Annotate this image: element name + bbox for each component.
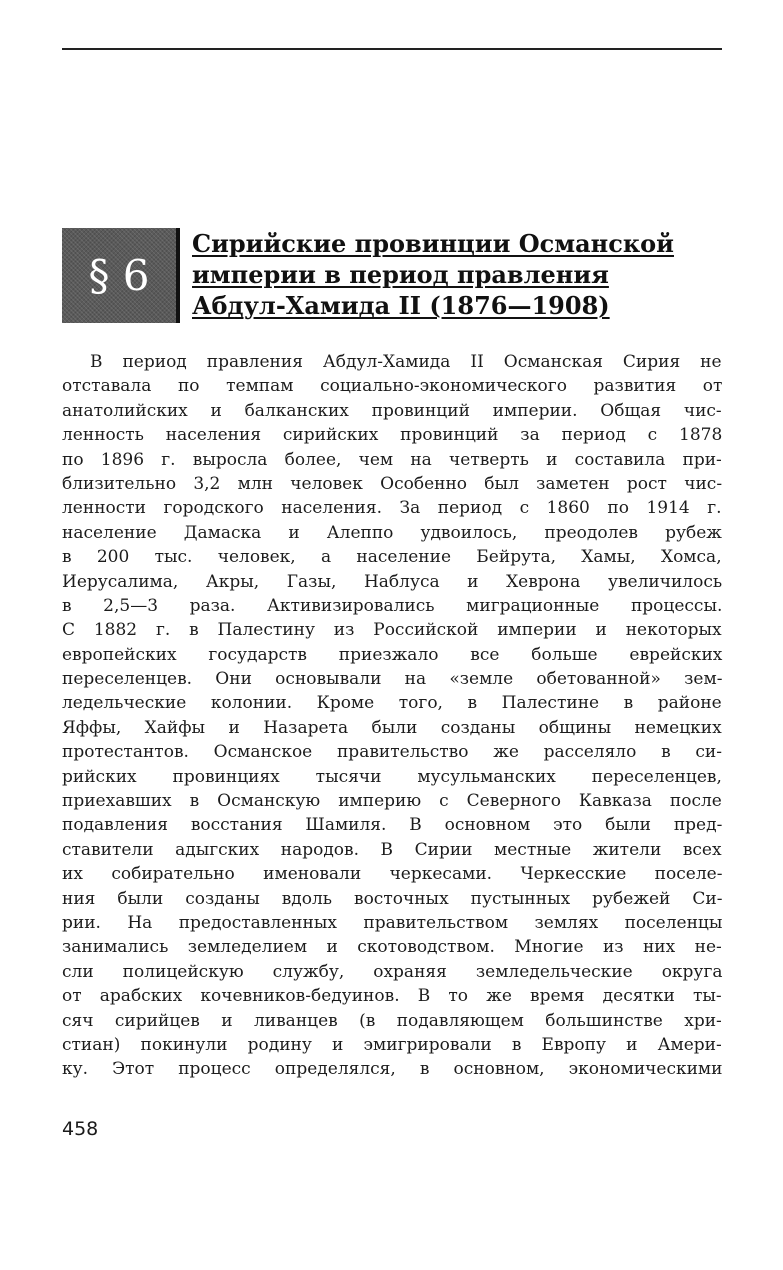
section-title-line: империи в период правления (192, 260, 609, 289)
text-line: ленность населения сирийских провинций за период с 1878 (62, 425, 723, 446)
text-line: В период правления Абдул-Хамида II Османская Сирия не (90, 352, 722, 372)
section-number: § 6 (88, 251, 150, 300)
text-line: в 2,5—3 раза. Активизировались миграционные процессы. (62, 595, 723, 616)
text-line: ния были созданы вдоль восточных пустынных рубежей Си- (62, 888, 723, 909)
body-paragraph (62, 350, 722, 1082)
text-line: переселенцев. Они основывали на «земле обетованной» зем- (62, 669, 723, 690)
text-line: ку. Этот процесс определялся, в основном, экономическими (62, 1059, 723, 1080)
text-line: ледельческие колонии. Кроме того, в Палестине в районе (62, 693, 722, 714)
text-line: ленности городского населения. За период с 1860 по 1914 г. (62, 498, 722, 519)
text-line: ставители адыгских народов. В Сирии местные жители всех (62, 839, 722, 860)
text-line: отставала по темпам социально-экономического развития от (62, 376, 723, 397)
text-line: по 1896 г. выросла более, чем на четверть и составила при- (62, 449, 722, 470)
text-line: от арабских кочевников-бедуинов. В то же время десятки ты- (62, 986, 722, 1007)
text-line: рийских провинциях тысячи мусульманских переселенцев, (62, 766, 722, 787)
page-number: 458 (62, 1118, 99, 1140)
text-line: в 200 тыс. человек, а население Бейрута, Хамы, Хомса, (62, 547, 722, 568)
section-title-line: Абдул-Хамида II (1876—1908) (192, 291, 610, 320)
section-title (192, 228, 722, 321)
text-line: население Дамаска и Алеппо удвоилось, преодолев рубеж (62, 522, 722, 543)
text-line: протестантов. Османское правительство же расселяло в си- (62, 742, 722, 763)
text-line: близительно 3,2 млн человек Особенно был заметен рост чис- (62, 473, 723, 494)
text-line: стиан) покинули родину и эмигрировали в Европу и Амери- (62, 1034, 722, 1055)
text-line: приехавших в Османскую империю с Северного Кавказа после (62, 791, 722, 812)
top-rule (62, 48, 722, 50)
text-line: Иерусалима, Акры, Газы, Наблуса и Хеврона увеличилось (62, 571, 723, 592)
text-line: сяч сирийцев и ливанцев (в подавляющем большинстве хри- (62, 1010, 722, 1031)
text-line: рии. На предоставленных правительством землях поселенцы (62, 912, 723, 933)
text-line: С 1882 г. в Палестину из Российской империи и некоторых (62, 620, 722, 641)
text-line: европейских государств приезжало все больше еврейских (62, 644, 723, 665)
text-line: подавления восстания Шамиля. В основном это были пред- (62, 815, 723, 836)
section-title-line: Сирийские провинции Османской (192, 229, 674, 258)
text-line: анатолийских и балканских провинций империи. Общая чис- (62, 400, 722, 421)
section-number-box (62, 228, 180, 323)
section-header (62, 228, 722, 323)
text-line: занимались земледелием и скотоводством. Многие из них не- (62, 937, 722, 958)
text-line: сли полицейскую службу, охраняя земледельческие округа (62, 961, 723, 982)
text-line: их собирательно именовали черкесами. Черкесские поселе- (62, 864, 723, 885)
text-line: Яффы, Хайфы и Назарета были созданы общины немецких (62, 717, 722, 738)
